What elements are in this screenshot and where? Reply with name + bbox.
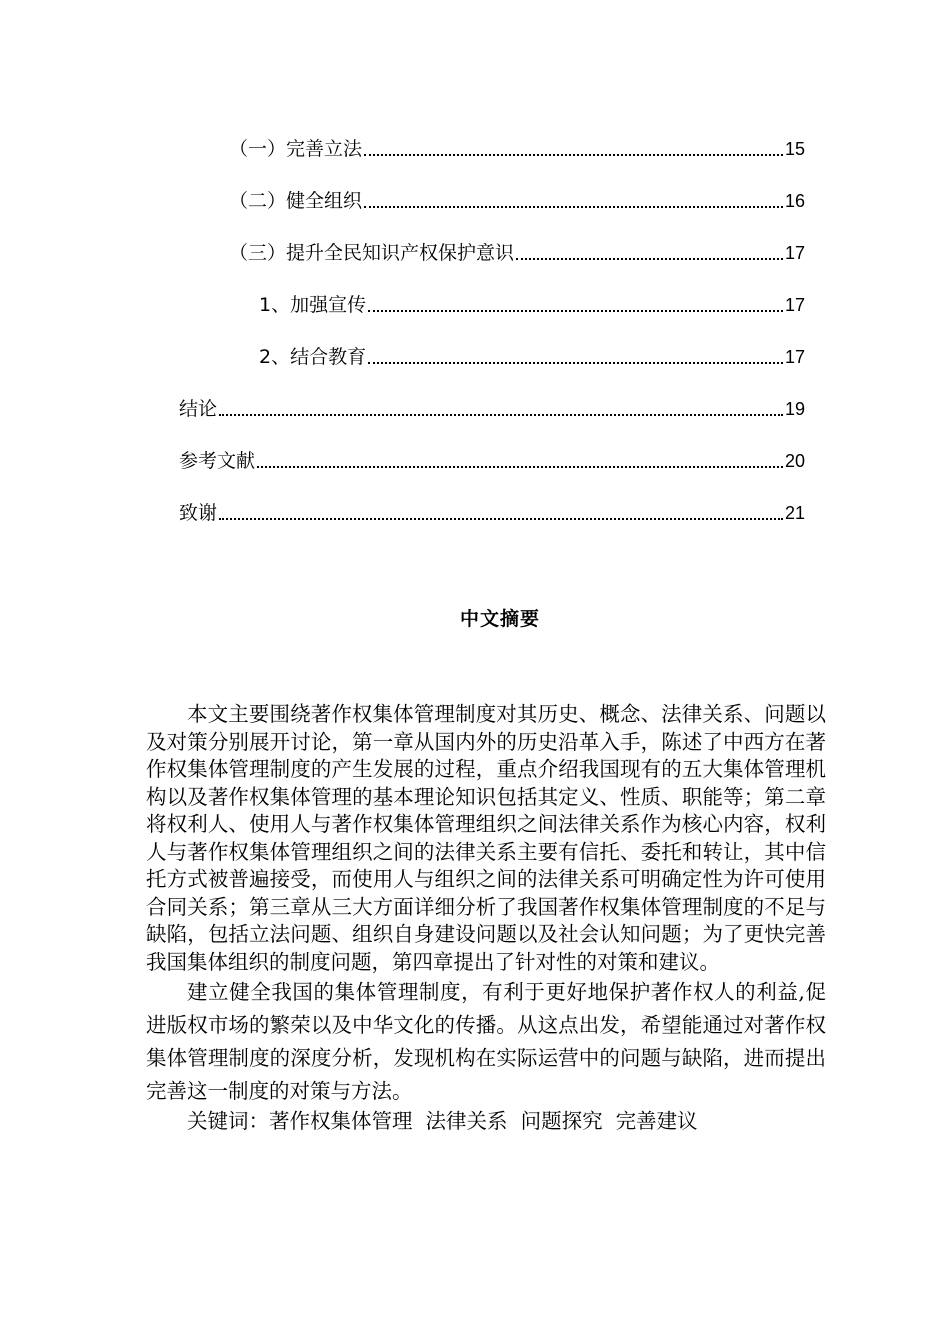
toc-dot-leader <box>257 465 783 468</box>
toc-entry[interactable] <box>179 382 805 422</box>
toc-entry-page: 16 <box>784 191 805 211</box>
toc-entry[interactable] <box>229 122 805 162</box>
toc-entry-page: 20 <box>784 451 805 471</box>
toc-entry[interactable] <box>229 226 805 266</box>
toc-entry[interactable] <box>179 434 805 474</box>
toc-dot-leader <box>219 517 783 520</box>
toc-entry-page: 21 <box>784 503 805 523</box>
toc-entry-label: 致谢 <box>179 502 218 524</box>
toc-entry-label: 结论 <box>179 398 218 420</box>
toc-entry-label: （三）提升全民知识产权保护意识 <box>229 242 515 264</box>
abstract-title: 中文摘要 <box>459 608 540 630</box>
toc-entry-label: 参考文献 <box>179 450 256 472</box>
abstract-body <box>146 701 826 1136</box>
abstract-paragraph: 建立健全我国的集体管理制度，有利于更好地保护著作权人的利益,促进版权市场的繁荣以及中华文化的传播。从这点出发，希望能通过对著作权集体管理制度的深度分析，发现机构在实际运营中的问题与缺陷，进而提出完善这一制度的对策与方法。 <box>146 980 826 1103</box>
toc-entry[interactable] <box>179 486 805 526</box>
toc-entry-page: 19 <box>784 399 805 419</box>
toc-dot-leader <box>516 257 783 260</box>
toc-entry-label: （二）健全组织 <box>229 190 363 212</box>
toc-entry-page: 17 <box>784 347 805 367</box>
toc-entry[interactable] <box>259 278 805 318</box>
toc-entry-page: 17 <box>784 243 805 263</box>
toc-dot-leader <box>364 153 783 156</box>
toc-entry-label: （一）完善立法 <box>229 138 363 160</box>
toc-entry-label: 2、结合教育 <box>259 346 367 368</box>
toc-dot-leader <box>368 309 783 312</box>
toc-dot-leader <box>368 361 783 364</box>
toc-entry[interactable] <box>229 174 805 214</box>
toc-entry[interactable] <box>259 330 805 370</box>
toc-dot-leader <box>364 205 783 208</box>
toc-dot-leader <box>219 413 783 416</box>
toc-entry-page: 15 <box>784 139 805 159</box>
abstract-keywords: 关键词：著作权集体管理 法律关系 问题探究 完善建议 <box>187 1109 698 1133</box>
toc-entry-page: 17 <box>784 295 805 315</box>
abstract-paragraph: 本文主要围绕著作权集体管理制度对其历史、概念、法律关系、问题以及对策分别展开讨论，第一章从国内外的历史沿革入手，陈述了中西方在著作权集体管理制度的产生发展的过程，重点介绍我国现有的五大集体管理机构以及著作权集体管理的基本理论知识包括其定义、性质、职能等；第二章将权利人、使用人与著作权集体管理组织之间法律关系作为核心内容，权利人与著作权集体管理组织之间的法律关系主要有信托、委托和转让，其中信托方式被普遍接受，而使用人与组织之间的法律关系可明确定性为许可使用合同关系；第三章从三大方面详细分析了我国著作权集体管理制度的不足与缺陷，包括立法问题、组织自身建设问题以及社会认知问题；为了更快完善我国集体组织的制度问题，第四章提出了针对性的对策和建议。 <box>146 702 826 974</box>
toc-entry-label: 1、加强宣传 <box>259 294 367 316</box>
